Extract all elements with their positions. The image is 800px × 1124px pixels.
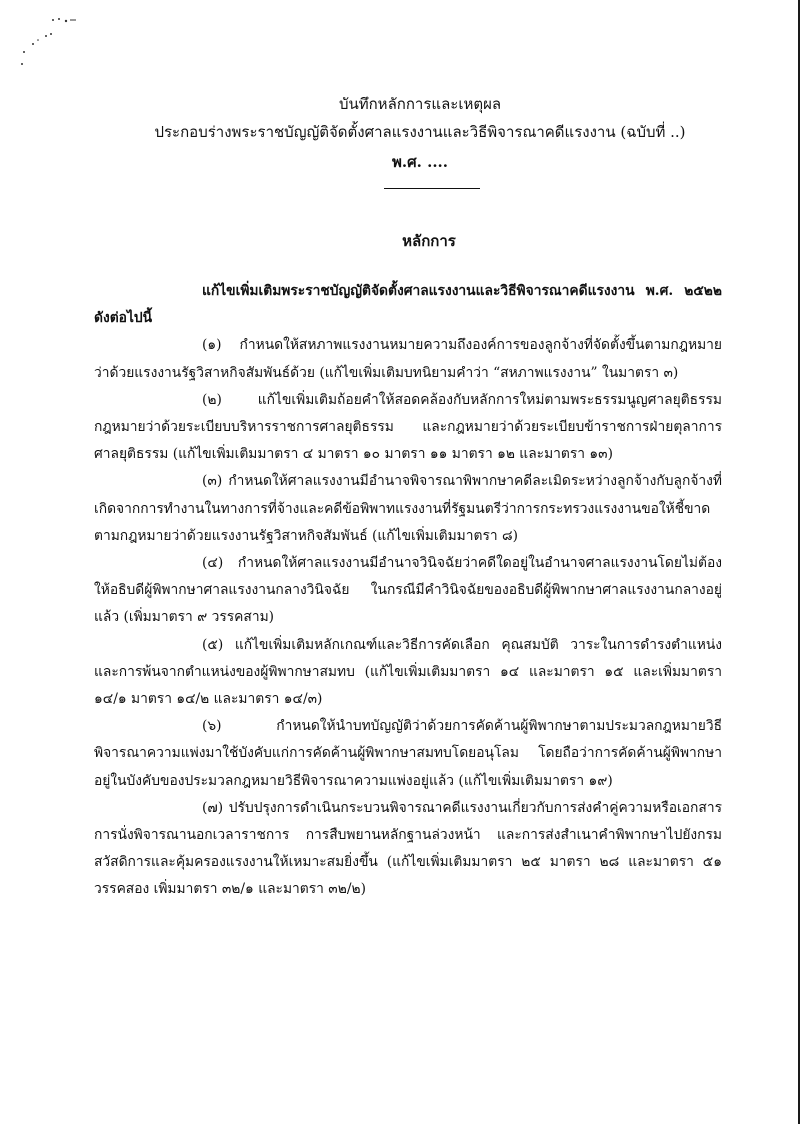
memo-title: บันทึกหลักการและเหตุผล: [338, 95, 502, 113]
list-item: (๓) กำหนดให้ศาลแรงงานมีอำนาจพิจารณาพิพากษาคดีละเมิดระหว่างลูกจ้างกับลูกจ้างที่เกิดจากการทำงานในทางการที่จ้างและคดีข้อพิพาทแรงงานที่รัฐมนตรีว่าการกระทรวงแรงงานขอให้ชี้ขาดตามกฎหมายว่าด้วยแรงงานรัฐวิสาหกิจสัมพันธ์ (แก้ไขเพิ่มเติมมาตรา ๘): [94, 473, 722, 544]
list-item: (๑) กำหนดให้สหภาพแรงงานหมายความถึงองค์การของลูกจ้างที่จัดตั้งขึ้นตามกฎหมายว่าด้วยแรงงานรัฐวิสาหกิจสัมพันธ์ด้วย (แก้ไขเพิ่มเติมบทนิยามคำว่า “สหภาพแรงงาน” ในมาตรา ๓): [94, 337, 722, 381]
intro-paragraph: แก้ไขเพิ่มเติมพระราชบัญญัติจัดตั้งศาลแรงงานและวิธีพิจารณาคดีแรงงาน พ.ศ. ๒๕๒๒ ดังต่อไปนี้: [94, 283, 722, 327]
list-item: (๕) แก้ไขเพิ่มเติมหลักเกณฑ์และวิธีการคัดเลือก คุณสมบัติ วาระในการดำรงตำแหน่งและการพ้นจากตำแหน่งของผู้พิพากษาสมทบ (แก้ไขเพิ่มเติมมาตรา ๑๔ และมาตรา ๑๕ และเพิ่มมาตรา ๑๔/๑ มาตรา ๑๔/๒ และมาตรา ๑๔/๓): [94, 636, 722, 708]
bill-title: ประกอบร่างพระราชบัญญัติจัดตั้งศาลแรงงานและวิธีพิจารณาคดีแรงงาน (ฉบับที่ ..): [154, 123, 686, 141]
section-heading: หลักการ: [402, 232, 456, 250]
list-item: (๒) แก้ไขเพิ่มเติมถ้อยคำให้สอดคล้องกับหลักการใหม่ตามพระธรรมนูญศาลยุติธรรม กฎหมายว่าด้วยระเบียบบริหารราชการศาลยุติธรรม และกฎหมายว่าด้วยระเบียบข้าราชการฝ่ายตุลาการศาลยุติธรรม (แก้ไขเพิ่มเติมมาตรา ๔ มาตรา ๑๐ มาตรา ๑๑ มาตรา ๑๒ และมาตรา ๑๓): [94, 391, 722, 463]
list-item: (๖) กำหนดให้นำบทบัญญัติว่าด้วยการคัดค้านผู้พิพากษาตามประมวลกฎหมายวิธีพิจารณาความแพ่งมาใช้บังคับแก่การคัดค้านผู้พิพากษาสมทบโดยอนุโลม โดยถือว่าการคัดค้านผู้พิพากษาอยู่ในบังคับของประมวลกฎหมายวิธีพิจารณาความแพ่งอยู่แล้ว (แก้ไขเพิ่มเติมมาตรา ๑๙): [94, 718, 722, 789]
scan-specks: [18, 14, 88, 74]
list-item: (๗) ปรับปรุงการดำเนินกระบวนพิจารณาคดีแรงงานเกี่ยวกับการส่งคำคู่ความหรือเอกสารการนั่งพิจารณานอกเวลาราชการ การสืบพยานหลักฐานล่วงหน้า และการส่งสำเนาคำพิพากษาไปยังกรมสวัสดิการและคุ้มครองแรงงานให้เหมาะสมยิ่งขึ้น (แก้ไขเพิ่มเติมมาตรา ๒๕ มาตรา ๒๘ และมาตรา ๕๑ วรรคสอง เพิ่มมาตรา ๓๒/๑ และมาตรา ๓๒/๒): [94, 799, 722, 898]
title-divider: [384, 188, 480, 189]
document-body: [94, 278, 722, 904]
list-item: (๔) กำหนดให้ศาลแรงงานมีอำนาจวินิจฉัยว่าคดีใดอยู่ในอำนาจศาลแรงงานโดยไม่ต้องให้อธิบดีผู้พิพากษาศาลแรงงานกลางวินิจฉัย ในกรณีมีคำวินิจฉัยของอธิบดีผู้พิพากษาศาลแรงงานกลางอยู่แล้ว (เพิ่มมาตรา ๙ วรรคสาม): [94, 555, 722, 626]
bill-year: พ.ศ. ....: [392, 153, 448, 171]
